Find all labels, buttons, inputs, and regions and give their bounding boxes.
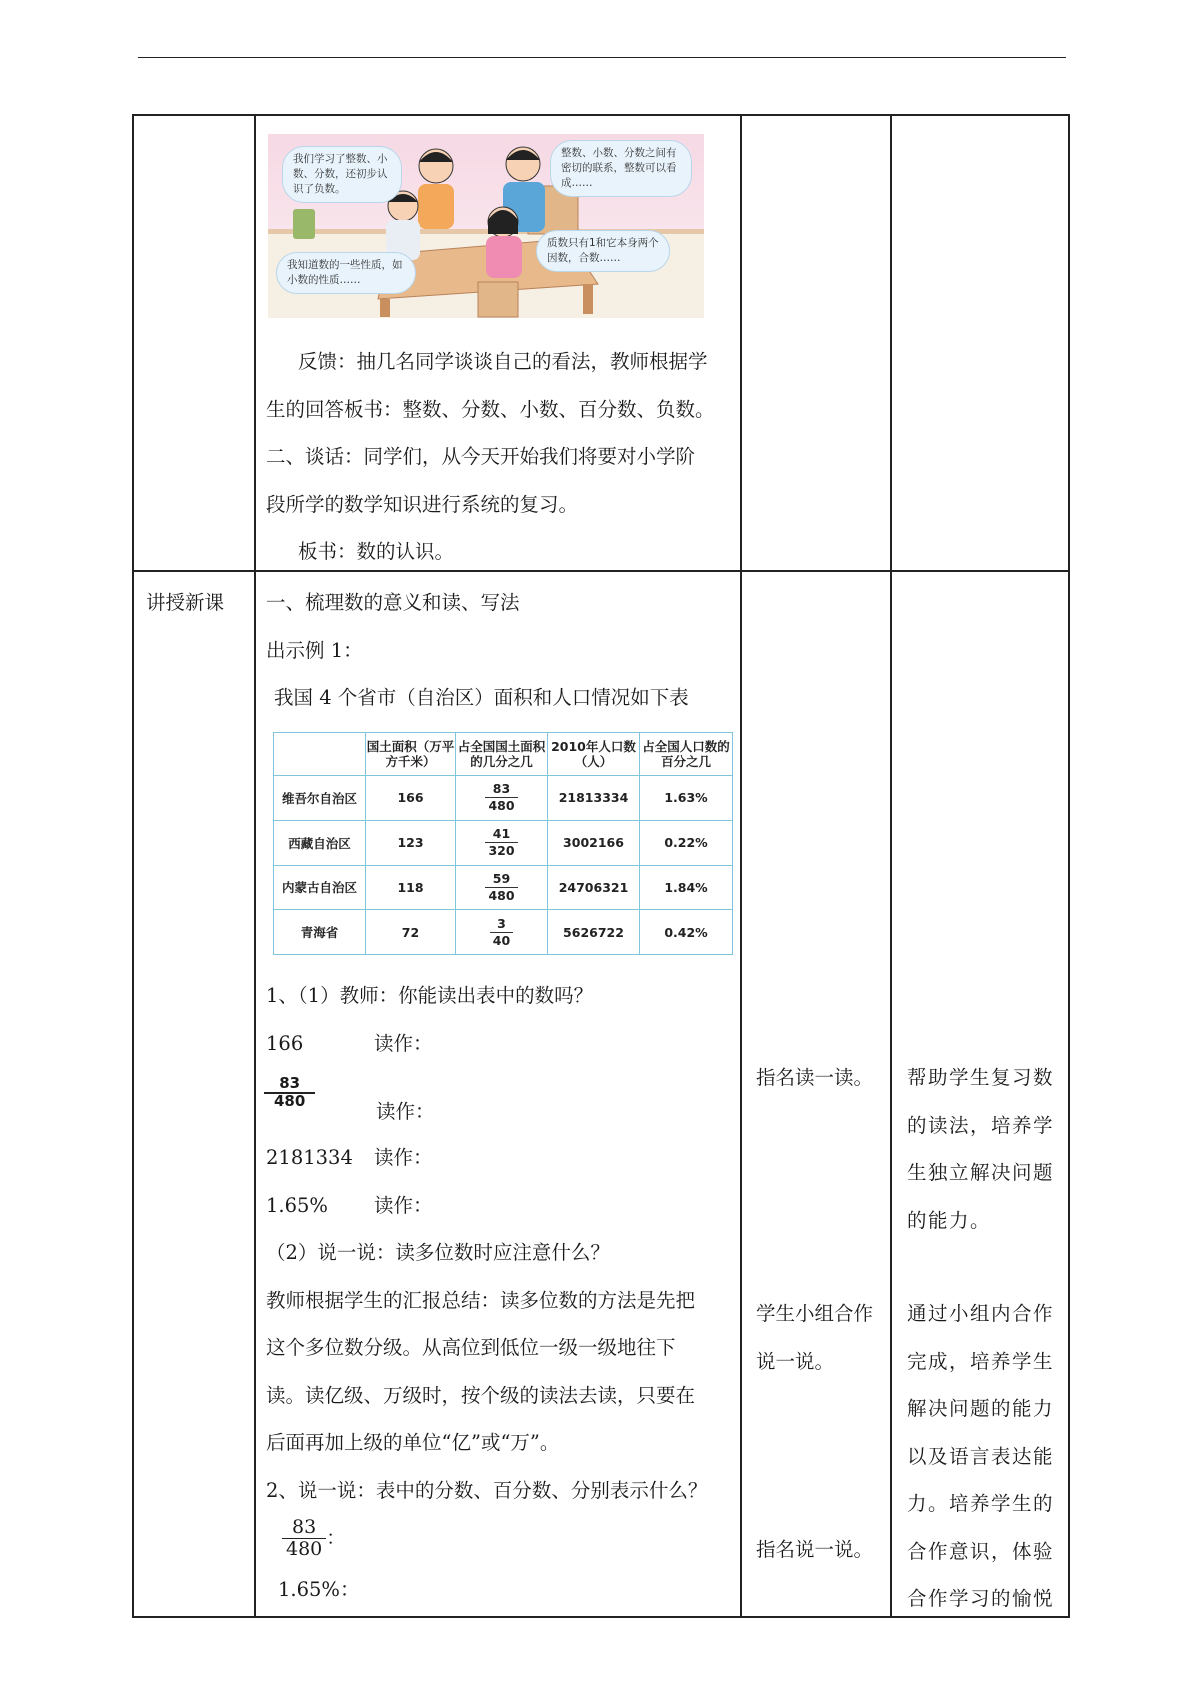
fraction-numerator: 59 [492,870,511,886]
question-1: 1、（1）教师：你能读出表中的数吗？ [266,984,594,1007]
intent-line: 的能力。 [907,1208,992,1232]
read-value: 2181334 [266,1146,353,1169]
table-caption: 我国 4 个省市（自治区）面积和人口情况如下表 [274,686,689,709]
summary-line: 读。读亿级、万级时，按个级的读法去读，只要在 [266,1383,696,1407]
student-activity-line: 说一说。 [756,1349,835,1373]
fraction-denominator: 480 [485,887,517,904]
fraction-numerator: 83 [279,1074,301,1092]
student-activity-line: 学生小组合作 [756,1302,874,1325]
intent-line: 帮助学生复习数 [907,1066,1055,1089]
question-2-fraction [282,1518,345,1560]
header-rule [138,57,1066,58]
percent-cell: 1.84% [640,865,733,910]
population-cell: 24706321 [548,865,640,910]
area-cell: 123 [366,820,456,865]
fraction-cell [456,776,548,821]
intent-line: 通过小组内合作 [907,1302,1055,1325]
read-fraction [264,1076,315,1110]
read-item [266,1134,736,1182]
reading-questions-cont [266,1134,736,1514]
q2-fraction [282,1518,326,1560]
read-label: 读作： [376,1100,435,1123]
speech-bubble: 我们学习了整数、小数、分数，还初步认识了负数。 [282,146,402,203]
read-label: 读作： [374,1146,433,1169]
intent-line: 解决问题的能力 [907,1397,1055,1420]
fraction-colon: ： [326,1526,346,1549]
table-row [274,910,733,955]
classroom-illustration [268,134,704,318]
read-value: 166 [266,1031,304,1055]
fraction-denominator: 480 [264,1092,315,1110]
read-label: 读作： [374,1193,433,1217]
intent-line: 力。培养学生的 [907,1492,1055,1515]
table-row [274,865,733,910]
summary-line: 这个多位数分级。从高位到低位一级一级地往下 [266,1336,676,1359]
design-intent-1 [907,1054,1054,1244]
fraction-denominator: 40 [490,932,513,949]
table-header: 2010年人口数（人） [548,733,640,776]
reading-questions [266,972,736,1067]
percent-cell: 0.22% [640,820,733,865]
intent-line: 以及语言表达能 [907,1444,1055,1468]
read-item [266,1182,736,1230]
region-data-table [273,732,732,955]
table-row [274,776,733,821]
fraction-denominator: 320 [485,842,517,859]
read-item [264,1076,664,1126]
stage-label: 讲授新课 [146,591,225,614]
intent-line: 的读法，培养学 [907,1113,1055,1137]
talk-line: 二、谈话：同学们，从今天开始我们将要对小学阶 [266,445,696,468]
summary-line: 教师根据学生的汇报总结：读多位数的方法是先把 [266,1288,696,1312]
student-activity-2 [756,1290,873,1385]
speech-bubble: 整数、小数、分数之间有密切的联系，整数可以看成…… [550,140,692,197]
table-row [274,820,733,865]
summary-line: 后面再加上级的单位“亿”或“万”。 [266,1431,560,1454]
intent-line: 合作意识，体验 [907,1539,1055,1563]
fraction-cell [456,910,548,955]
table-header: 国土面积（万平方千米） [366,733,456,776]
region-cell: 青海省 [274,910,366,955]
feedback-line: 生的回答板书：整数、分数、小数、百分数、负数。 [266,397,715,421]
intent-line: 生独立解决问题 [907,1161,1055,1184]
fraction-cell [456,820,548,865]
intent-line: 合作学习的愉悦 [907,1587,1055,1610]
fraction-numerator: 3 [497,915,506,931]
fraction-denominator: 480 [485,797,517,814]
table-header: 占全国国土面积的几分之几 [456,733,548,776]
question-2: 2、说一说：表中的分数、百分数、分别表示什么？ [266,1478,708,1502]
area-cell: 166 [366,776,456,821]
speech-bubble: 质数只有1和它本身两个因数，合数…… [536,230,670,272]
intent-line: 完成，培养学生 [907,1349,1055,1373]
speech-bubble: 我知道数的一些性质，如小数的性质…… [276,252,416,294]
board-note: 板书：数的认识。 [298,540,455,563]
student-activity-1: 指名读一读。 [756,1066,874,1089]
fraction-numerator: 41 [492,826,511,842]
percent-cell: 0.42% [640,910,733,955]
table-header: 占全国人口数的百分之几 [640,733,733,776]
design-intent-2 [907,1290,1054,1623]
fraction-numerator: 83 [492,781,511,797]
fraction-cell [456,865,548,910]
fraction-numerator: 83 [292,1516,317,1538]
region-cell: 西藏自治区 [274,820,366,865]
feedback-line: 反馈：抽几名同学谈谈自己的看法，教师根据学 [298,350,708,373]
population-cell: 3002166 [548,820,640,865]
example-label: 出示例 1： [266,638,363,662]
population-cell: 5626722 [548,910,640,955]
read-item [266,1020,736,1068]
section-heading: 一、梳理数的意义和读、写法 [266,591,520,614]
area-cell: 118 [366,865,456,910]
talk-line: 段所学的数学知识进行系统的复习。 [266,492,579,516]
region-cell: 内蒙古自治区 [274,865,366,910]
table-header-row [274,733,733,776]
student-activity-3: 指名说一说。 [756,1538,874,1561]
row2-content [266,579,736,722]
area-cell: 72 [366,910,456,955]
read-label: 读作： [374,1031,433,1055]
question-2-percent: 1.65%： [278,1578,360,1601]
row1-content [266,338,736,576]
table-header [274,733,366,776]
question-1-2: （2）说一说：读多位数时应注意什么？ [266,1241,610,1264]
region-cell: 维吾尔自治区 [274,776,366,821]
fraction-denominator: 480 [282,1538,326,1560]
population-cell: 21813334 [548,776,640,821]
percent-cell: 1.63% [640,776,733,821]
read-value: 1.65% [266,1193,328,1217]
